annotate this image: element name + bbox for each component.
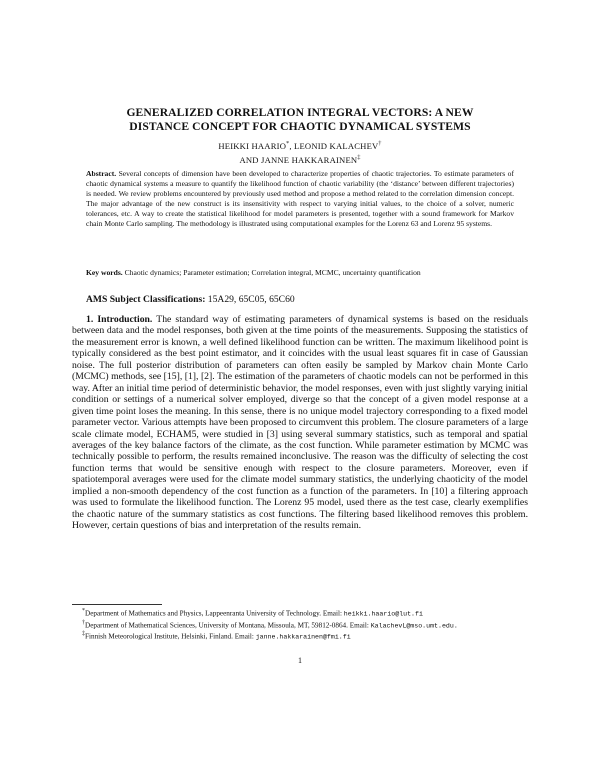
footnote bbox=[72, 619, 528, 631]
abstract-label: Abstract. bbox=[86, 169, 117, 178]
footnote-mark: * bbox=[286, 141, 290, 147]
keywords-label: Key words. bbox=[86, 268, 123, 277]
footnote-mark: ‡ bbox=[82, 631, 85, 638]
author-line-2 bbox=[60, 152, 540, 166]
author-conjunction: AND bbox=[239, 154, 259, 165]
author-line-1: HEIKKI HAARIO*, LEONID KALACHEV† bbox=[218, 140, 382, 151]
abstract-text: Several concepts of dimension have been developed to characterize properties of chaotic trajectories. To estimate parameters of chaotic dynamical systems a measure to quantify the likelihood function of chaotic variability (the ‘distance’ between different trajectories) is needed. We review problems encountered by previously used method and propose a method related to the correlation dimension concept. The major advantage of the new construct is its insensitivity with respect to varying initial values, to the choice of a solver, numeric tolerances, etc. A way to create the statistical likelihood for model parameters is presented, together with a sound framework for Markov chain Monte Carlo sampling. The methodology is illustrated using computational examples for the Lorenz 63 and Lorenz 95 systems. bbox=[86, 169, 514, 228]
title-line-1: GENERALIZED CORRELATION INTEGRAL VECTORS: A NEW bbox=[126, 106, 474, 119]
paper-title bbox=[60, 106, 540, 134]
ams-text: 15A29, 65C05, 65C60 bbox=[207, 294, 295, 305]
keywords bbox=[86, 268, 514, 278]
author-block bbox=[60, 138, 540, 166]
introduction-section bbox=[72, 314, 528, 532]
title-line-2: DISTANCE CONCEPT FOR CHAOTIC DYNAMICAL SYSTEMS bbox=[129, 120, 471, 133]
ams-classifications bbox=[86, 294, 526, 306]
abstract bbox=[86, 169, 514, 228]
footnote bbox=[72, 607, 528, 619]
footnote bbox=[72, 630, 528, 642]
footnote-text: Department of Mathematical Sciences, University of Montana, Missoula, MT, 59812-0864. Email: bbox=[85, 621, 369, 630]
author-name: LEONID KALACHEV bbox=[294, 140, 379, 151]
section-heading: 1. Introduction. bbox=[86, 314, 153, 325]
ams-label: AMS Subject Classifications: bbox=[86, 294, 206, 305]
author-name: JANNE HAKKARAINEN bbox=[261, 154, 358, 165]
footnote-mark: † bbox=[82, 619, 85, 626]
footnote-mark: * bbox=[82, 608, 85, 614]
email-link[interactable]: heikki.haario@lut.fi bbox=[343, 610, 423, 618]
introduction-text: The standard way of estimating parameters of dynamical systems is based on the residuals between data and the model responses, both given at the time points of the measurements. Supposing the statistics of the measurement error is known, a well defined likelihood function can be written. The maximum likelihood point is typically considered as the best point estimator, and it coincides with the usual least squares fit in case of Gaussian noise. The full posterior distribution of parameters can often easily be sampled by Markov chain Monte Carlo (MCMC) methods, see [15], [1], [2]. The estimation of the parameters of chaotic models can not be performed in this way. After an initial time period of deterministic behavior, the model responses, even with just slightly varying initial condition or settings of a numerical solver employed, diverge so that the concept of a given model response at a given time point loses the meaning. In this sense, there is no unique model trajectory corresponding to a fixed model parameter vector. Various attempts have been proposed to circumvent this problem. The closure parameters of a large scale climate model, ECHAM5, were studied in [3] using several summary statistics, such as temporal and spatial averages of the key balance factors of the climate, as the cost function. While parameter estimation by MCMC was technically possible to perform, the results remained inconclusive. The reason was the difficulty of selecting the cost function terms that would be sensitive enough with respect to the closure parameters. Moreover, even if spatiotemporal averages were used for the climate model summary statistics, the underlying chaoticity of the model implied a non-smooth dependency of the cost function as a function of the parameters. In [10] a filtering approach was used to formulate the likelihood function. The Lorenz 95 model, used there as the test case, clearly exemplifies the chaotic nature of the summary statistics as cost functions. The filtering based likelihood removes this problem. However, certain questions of bias and interpretation of the results remain. bbox=[72, 314, 529, 532]
author-name: HEIKKI HAARIO bbox=[218, 140, 287, 151]
email-link[interactable]: KalachevL@mso.umt.edu. bbox=[370, 622, 458, 630]
footnote-mark: † bbox=[378, 141, 382, 147]
keywords-text: Chaotic dynamics; Parameter estimation; Correlation integral, MCMC, uncertainty quantification bbox=[124, 268, 421, 277]
email-link[interactable]: janne.hakkarainen@fmi.fi bbox=[255, 633, 351, 641]
footnotes bbox=[72, 604, 528, 642]
footnote-mark: ‡ bbox=[357, 154, 361, 161]
footnote-text: Department of Mathematics and Physics, Lappeenranta University of Technology. Email: bbox=[85, 609, 342, 618]
footnote-text: Finnish Meteorological Institute, Helsinki, Finland. Email: bbox=[85, 632, 254, 641]
page-number: 1 bbox=[298, 656, 302, 665]
footnote-rule bbox=[72, 604, 162, 605]
